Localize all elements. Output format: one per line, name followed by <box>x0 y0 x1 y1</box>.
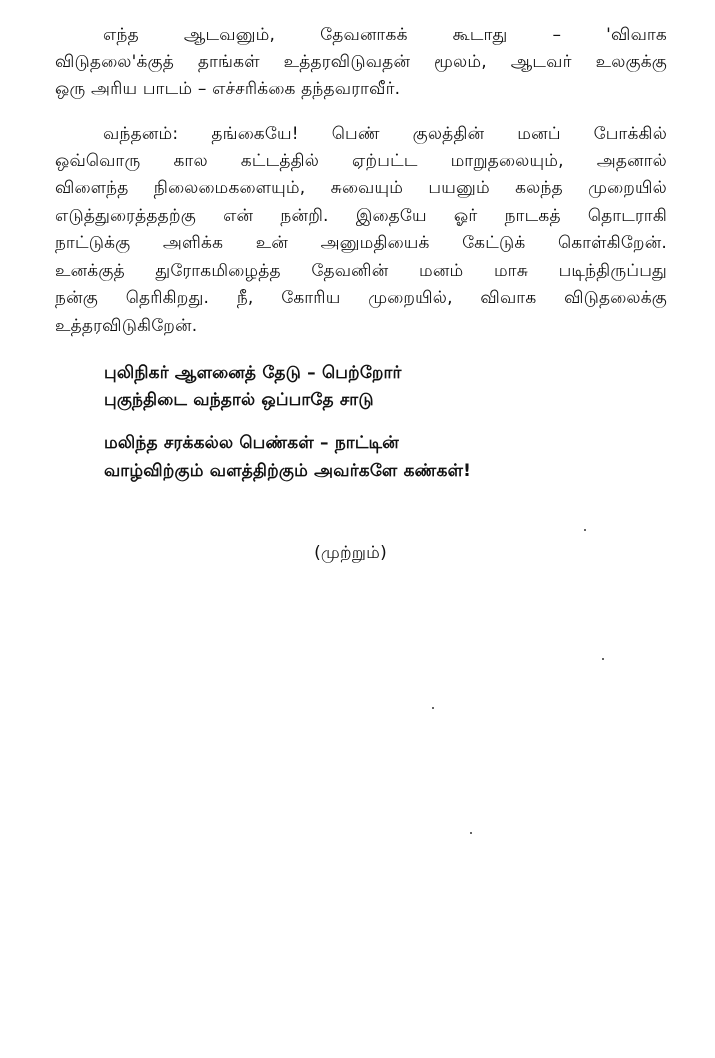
scan-speck <box>470 832 472 834</box>
verse1-line-2: புகுந்திடை வந்தால் ஒப்பாதே சாடு <box>104 390 374 410</box>
paragraph2-line-4: எடுத்துரைத்ததற்கு என் நன்றி. இதையே ஓர் நாடகத் தொடராகி <box>55 206 667 226</box>
paragraph1-line-2: விடுதலை'க்குத் தாங்கள் உத்தரவிடுவதன் மூலம், ஆடவர் உலகுக்கு <box>55 52 667 72</box>
paragraph2-line-5: நாட்டுக்கு அளிக்க உன் அனுமதியைக் கேட்டுக் கொள்கிறேன். <box>55 233 667 253</box>
verse2-line-1: மலிந்த சரக்கல்ல பெண்கள் – நாட்டின் <box>104 433 399 453</box>
paragraph2-line-2: ஒவ்வொரு கால கட்டத்தில் ஏற்பட்ட மாறுதலையும், அதனால் <box>55 151 667 171</box>
verse2-line-2: வாழ்விற்கும் வளத்திற்கும் அவர்களே கண்கள்! <box>104 461 472 481</box>
paragraph2-line-1: வந்தனம்: தங்கையே! பெண் குலத்தின் மனப் போக்கில் <box>103 124 667 144</box>
paragraph2-line-8: உத்தரவிடுகிறேன். <box>55 316 198 336</box>
scan-speck <box>432 707 434 709</box>
scan-speck <box>584 529 586 531</box>
paragraph2-line-3: விளைந்த நிலைமைகளையும், சுவையும் பயனும் கலந்த முறையில் <box>55 178 667 198</box>
paragraph1-line-1: எந்த ஆடவனும், தேவனாகக் கூடாது – 'விவாக <box>103 25 667 45</box>
verse1-line-1: புலிநிகர் ஆளனைத் தேடு – பெற்றோர் <box>104 363 402 383</box>
scan-speck <box>602 658 604 660</box>
paragraph1-line-3: ஒரு அரிய பாடம் – எச்சரிக்கை தந்தவராவீர். <box>55 79 401 99</box>
paragraph2-line-7: நன்கு தெரிகிறது. நீ, கோரிய முறையில், விவாக விடுதலைக்கு <box>55 288 667 308</box>
paragraph2-line-6: உனக்குத் துரோகமிழைத்த தேவனின் மனம் மாசு படிந்திருப்பது <box>55 261 667 281</box>
ending-mark: (முற்றும்) <box>314 543 387 563</box>
